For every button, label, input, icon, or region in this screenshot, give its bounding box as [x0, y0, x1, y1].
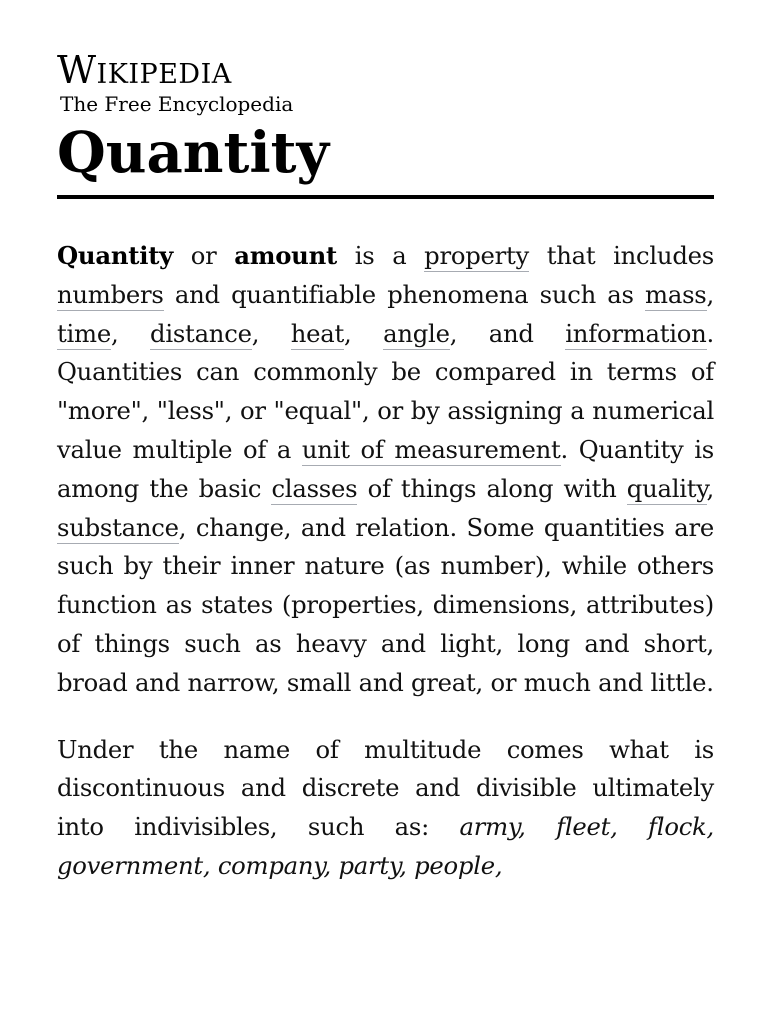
wikipedia-wordmark[interactable]: Wikipedia: [57, 48, 232, 92]
text-run: ,: [344, 318, 384, 348]
link-quality[interactable]: quality: [626, 473, 707, 503]
site-header: [57, 50, 714, 116]
paragraph-multitude: [57, 731, 714, 886]
text-run: of things along with: [357, 473, 627, 503]
link-time[interactable]: time: [57, 318, 111, 348]
bold-term-quantity: Quantity: [57, 241, 174, 270]
link-information[interactable]: information: [565, 318, 707, 348]
link-distance[interactable]: distance: [150, 318, 252, 348]
link-property[interactable]: property: [424, 241, 529, 270]
link-heat[interactable]: heat: [290, 318, 345, 348]
text-run: is a: [336, 241, 425, 270]
text-run: , change, and relation. Some quantities are such by their inner nature (as number), while others function as states (properties, dimensions, attributes) of things such as heavy and light, long and short, broad and narrow, small and great, or much and little.: [57, 512, 714, 697]
link-angle[interactable]: angle: [383, 318, 450, 348]
article-body: [57, 237, 714, 914]
text-run: . Quantity is among the basic: [57, 434, 714, 503]
link-numbers[interactable]: numbers: [57, 279, 164, 309]
bold-term-amount: amount: [234, 241, 337, 270]
text-run: Under the name of multitude comes what is discontinuous and discrete and divisible ultimately into indivisibles, such as:: [57, 734, 714, 842]
text-run: , and: [449, 318, 566, 348]
page-title: Quantity: [57, 120, 330, 186]
italic-examples: army, fleet, flock, government, company, party, people,: [57, 812, 715, 880]
link-classes[interactable]: classes: [271, 473, 358, 503]
title-divider: [57, 195, 714, 199]
text-run: ,: [110, 318, 151, 348]
link-unit-of-measurement[interactable]: unit of measurement: [301, 434, 561, 464]
site-tagline: The Free Encyclopedia: [60, 92, 294, 116]
paragraph-intro: [57, 237, 714, 703]
text-run: . Quantities can commonly be compared in terms of "more", "less", or "equal", or by assigning a numerical value multiple of a: [57, 318, 715, 464]
text-run: ,: [706, 279, 714, 309]
text-run: ,: [706, 473, 714, 503]
link-mass[interactable]: mass: [645, 279, 707, 309]
text-run: ,: [251, 318, 291, 348]
text-run: and quantifiable phenomena such as: [163, 279, 646, 309]
text-run: or: [173, 241, 235, 270]
text-run: that includes: [529, 241, 714, 270]
link-substance[interactable]: substance: [57, 512, 179, 542]
